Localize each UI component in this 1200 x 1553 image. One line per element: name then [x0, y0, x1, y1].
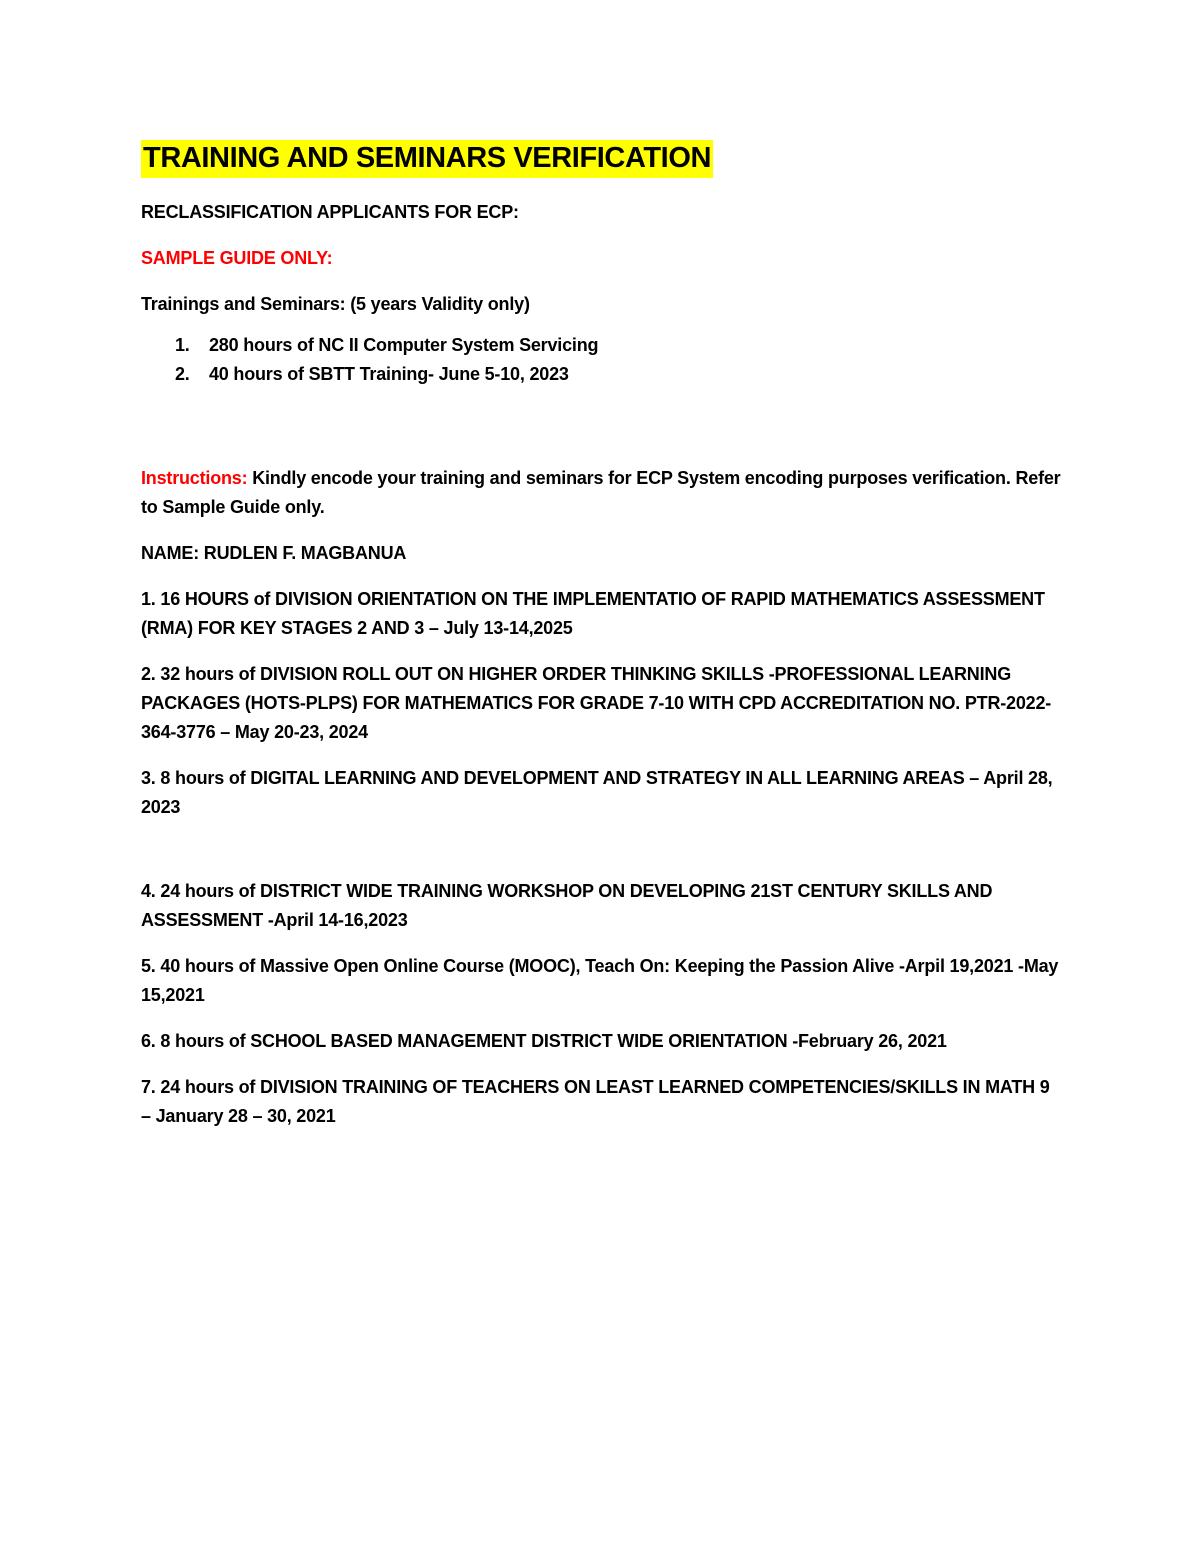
- training-entry: 5. 40 hours of Massive Open Online Course (MOOC), Teach On: Keeping the Passion Alive -Arpil 19,2021 -May 15,2021: [141, 956, 1059, 1005]
- training-entry: 7. 24 hours of DIVISION TRAINING OF TEACHERS ON LEAST LEARNED COMPETENCIES/SKILLS IN MATH 9 – January 28 – 30, 2021: [141, 1077, 1050, 1126]
- sample-guide-label: SAMPLE GUIDE ONLY:: [141, 248, 333, 268]
- sample-item-text: 280 hours of NC II Computer System Servicing: [209, 335, 599, 355]
- subtitle: RECLASSIFICATION APPLICANTS FOR ECP:: [141, 202, 519, 222]
- sample-item-number: 1.: [175, 335, 190, 355]
- applicant-name: NAME: RUDLEN F. MAGBANUA: [141, 543, 407, 563]
- training-entry: 3. 8 hours of DIGITAL LEARNING AND DEVELOPMENT AND STRATEGY IN ALL LEARNING AREAS – April 28, 2023: [141, 768, 1053, 817]
- sample-list-item: [141, 331, 1061, 360]
- sample-list: [141, 331, 1061, 389]
- training-entry: 1. 16 HOURS of DIVISION ORIENTATION ON THE IMPLEMENTATIO OF RAPID MATHEMATICS ASSESSMENT (RMA) FOR KEY STAGES 2 AND 3 – July 13-14,2025: [141, 589, 1045, 638]
- document-body: [141, 140, 1061, 1148]
- instructions-label: Instructions:: [141, 468, 248, 488]
- trainings-heading: Trainings and Seminars: (5 years Validity only): [141, 294, 530, 314]
- training-entry: 6. 8 hours of SCHOOL BASED MANAGEMENT DISTRICT WIDE ORIENTATION -February 26, 2021: [141, 1031, 947, 1051]
- sample-list-item: [141, 360, 1061, 389]
- document-title: TRAINING AND SEMINARS VERIFICATION: [141, 140, 713, 178]
- sample-item-text: 40 hours of SBTT Training- June 5-10, 2023: [209, 364, 569, 384]
- blank-spacer: [141, 839, 1061, 877]
- training-entry: 4. 24 hours of DISTRICT WIDE TRAINING WORKSHOP ON DEVELOPING 21ST CENTURY SKILLS AND ASSESSMENT -April 14-16,2023: [141, 881, 993, 930]
- training-entry: 2. 32 hours of DIVISION ROLL OUT ON HIGHER ORDER THINKING SKILLS -PROFESSIONAL LEARNING PACKAGES (HOTS-PLPS) FOR MATHEMATICS FOR GRADE 7-10 WITH CPD ACCREDITATION NO. PTR-2022-364-3776 – May 20-23, 2024: [141, 664, 1052, 742]
- instructions-text: Kindly encode your training and seminars for ECP System encoding purposes verification. Refer to Sample Guide only.: [141, 468, 1061, 517]
- sample-item-number: 2.: [175, 364, 190, 384]
- instructions-paragraph: [141, 464, 1061, 522]
- title-wrapper: [141, 140, 1061, 198]
